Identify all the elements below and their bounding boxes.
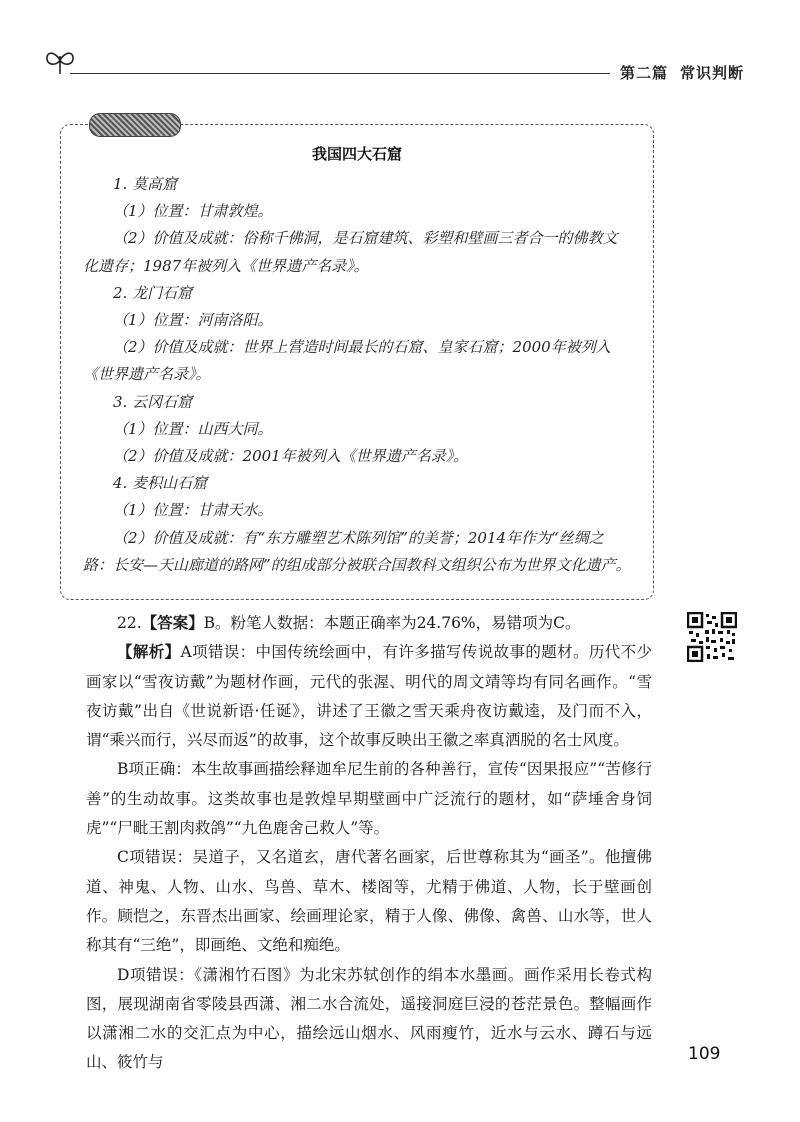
answer-label: 【答案】 [141,614,204,632]
analysis-label: 【解析】 [117,643,181,662]
analysis-paragraph-b: B项正确：本生故事画描绘释迦牟尼生前的各种善行，宣传“因果报应”“苦修行善”的生动故事。这类故事也是敦煌早期壁画中广泛流行的题材，如“萨埵舍身饲虎”“尸毗王割肉救鸽”“九色鹿舍己救人”等。 [86,760,652,838]
analysis-paragraph-c: C项错误：吴道子，又名道玄，唐代著名画家，后世尊称其为“画圣”。他擅佛道、神鬼、人物、山水、鸟兽、草木、楼阁等，尤精于佛道、人物，长于壁画创作。顾恺之，东晋杰出画家、绘画理论家，精于人像、佛像、禽兽、山水等，世人称其有“三绝”，即画绝、文绝和痴绝。 [86,848,652,955]
box-line: 4. 麦积山石窟 [113,474,208,493]
box-line: （2）价值及成就：世界上营造时间最长的石窟、皇家石窟；2000年被列入《世界遗产名录》。 [83,338,611,384]
answer-analysis [86,609,652,1078]
analysis-paragraph-a [86,638,652,755]
box-line: 1. 莫高窟 [113,175,178,193]
knowledge-box [60,124,654,600]
box-line: 2. 龙门石窟 [113,283,193,302]
question-number: 22. [117,614,142,632]
analysis-text: A项错误：中国传统绘画中，有许多描写传说故事的题材。历代不少画家以“雪夜访戴”为题材作画，元代的张渥、明代的周文靖等均有同名画作。“雪夜访戴”出自《世说新语·任诞》，讲述了王徽之雪天乘舟夜访戴逵，及门而不入，谓“乘兴而行，兴尽而返”的故事，这个故事反映出王徽之率真洒脱的名士风度。 [86,643,652,750]
box-line: （1）位置：甘肃天水。 [113,501,273,520]
running-header [620,62,744,83]
header-part: 第二篇 [620,64,669,82]
box-line: （2）价值及成就：俗称千佛洞，是石窟建筑、彩塑和壁画三者合一的佛教文化遗存；1987年被列入《世界遗产名录》。 [83,229,618,275]
box-line: 3. 云冈石窟 [113,392,193,411]
answer-line [86,609,652,638]
header-rule [70,73,610,74]
qr-code-icon[interactable] [687,612,737,662]
box-line: （2）价值及成就：有“东方雕塑艺术陈列馆”的美誉；2014年作为“丝绸之路：长安—天山廊道的路网”的组成部分被联合国教科文组织公布为世界文化遗产。 [83,528,631,574]
box-body [83,171,631,579]
box-line: （1）位置：山西大同。 [113,419,273,438]
box-line: （2）价值及成就：2001年被列入《世界遗产名录》。 [113,447,469,466]
answer-text: B。粉笔人数据：本题正确率为24.76%，易错项为C。 [203,614,581,632]
box-title: 我国四大石窟 [311,145,402,163]
header-section: 常识判断 [680,64,745,82]
page-number: 109 [688,1044,721,1064]
box-line: （1）位置：河南洛阳。 [113,311,273,330]
analysis-paragraph-d: D项错误：《潇湘竹石图》为北宋苏轼创作的绢本水墨画。画作采用长卷式构图，展现湖南省零陵县西潇、湘二水合流处，遥接洞庭巨浸的苍茫景色。整幅画作以潇湘二水的交汇点为中心，描绘远山烟水、风雨瘦竹，近水与云水、蹲石与远山、筱竹与 [86,965,652,1072]
box-line: （1）位置：甘肃敦煌。 [113,202,273,221]
box-tag-decoration [89,113,181,137]
